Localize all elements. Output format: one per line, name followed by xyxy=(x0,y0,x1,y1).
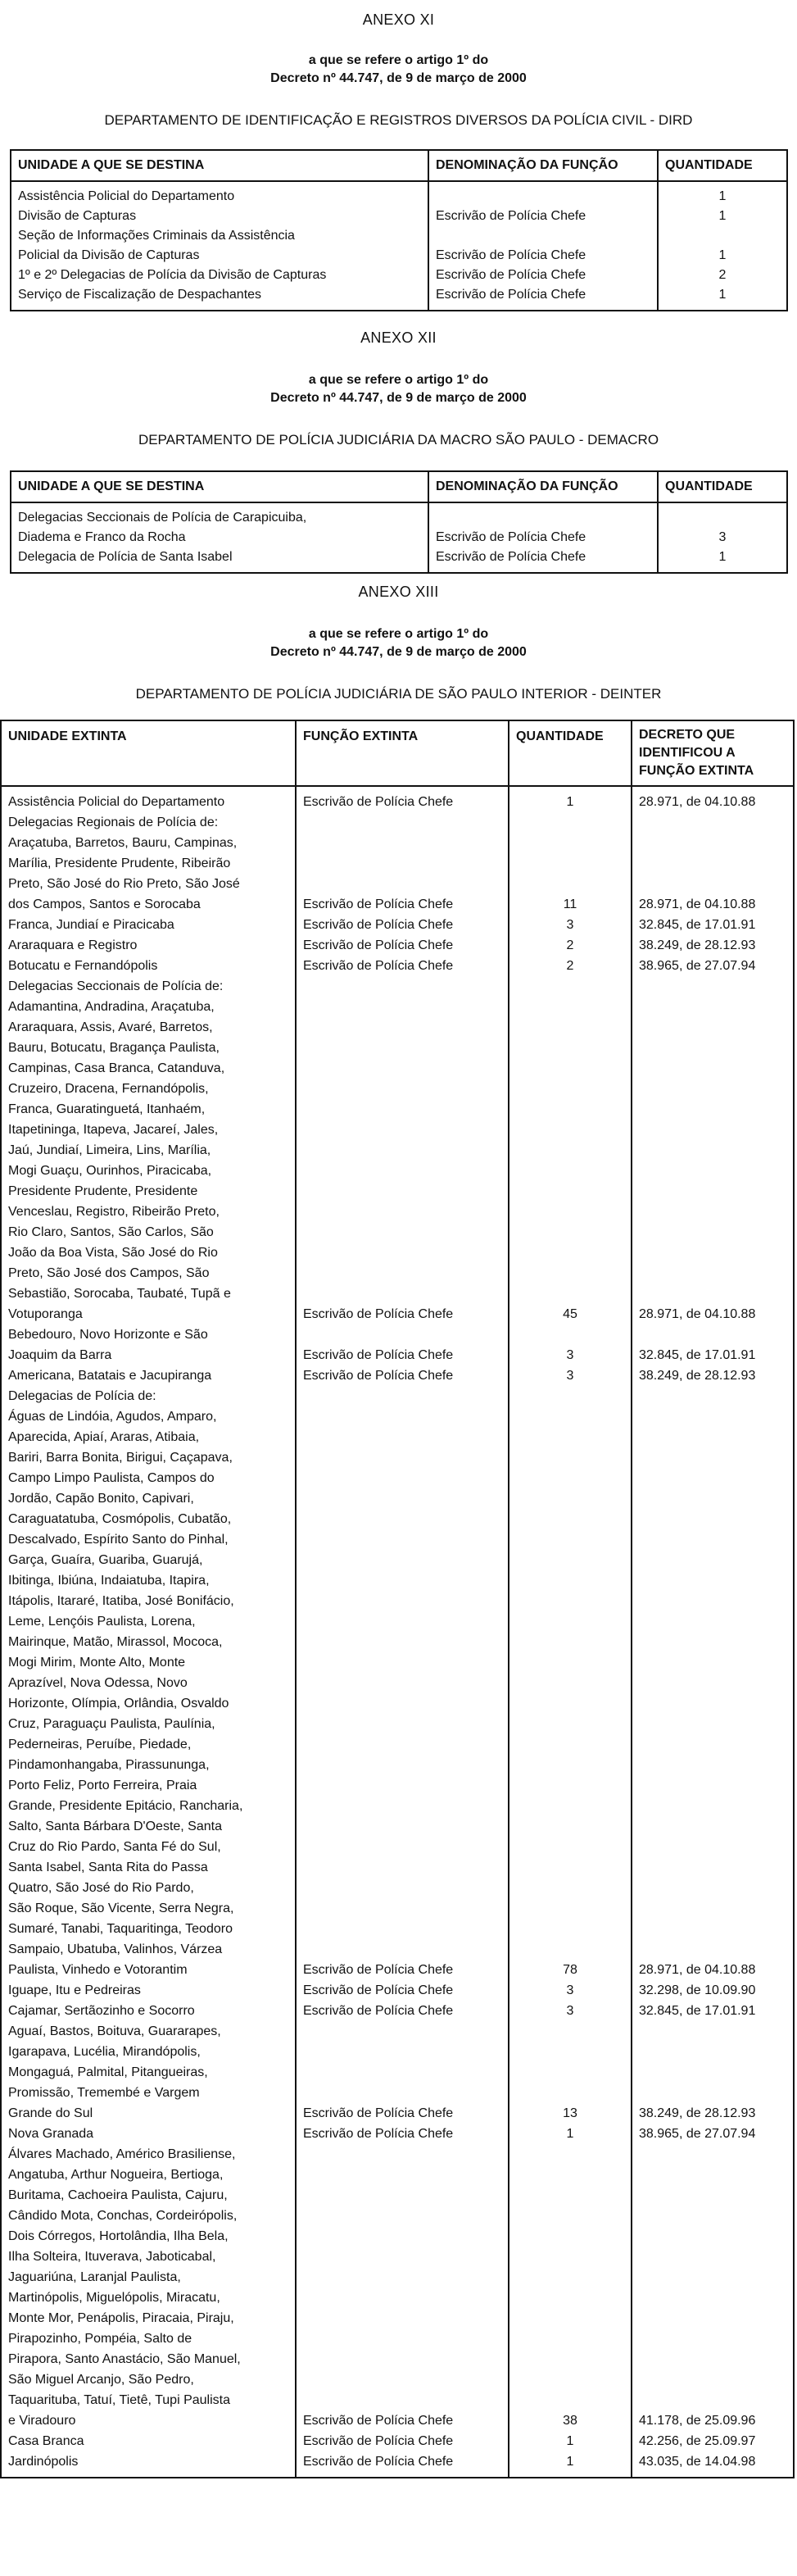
function-cell: Escrivão de Polícia Chefe xyxy=(296,915,509,935)
column-header: DECRETO QUE IDENTIFICOU A FUNÇÃO EXTINTA xyxy=(632,720,794,786)
decree-cell: 43.035, de 14.04.98 xyxy=(632,2451,794,2478)
unit-cell: Araraquara e Registro xyxy=(1,935,296,956)
column-header: UNIDADE A QUE SE DESTINA xyxy=(11,471,428,502)
column-header: QUANTIDADE xyxy=(658,471,787,502)
decree-line: Decreto nº 44.747, de 9 de março de 2000 xyxy=(270,645,527,659)
table-row xyxy=(11,502,787,547)
function-cell: Escrivão de Polícia Chefe xyxy=(296,2124,509,2144)
table-row xyxy=(1,786,794,812)
quantity-cell: 45 xyxy=(509,976,632,1324)
table-row xyxy=(11,266,787,285)
unit-cell: Aguaí, Bastos, Boituva, Guararapes, Igarapava, Lucélia, Mirandópolis, Mongaguá, Palmital, Pitangueiras, Promissão, Tremembé e Vargem Grande do Sul xyxy=(1,2021,296,2124)
annex-xi-table xyxy=(10,149,788,311)
unit-cell: Assistência Policial do Departamento xyxy=(1,786,296,812)
unit-cell: Botucatu e Fernandópolis xyxy=(1,956,296,976)
annex-title: ANEXO XII xyxy=(360,329,437,346)
function-cell: Escrivão de Polícia Chefe xyxy=(296,2431,509,2451)
decree-cell: 41.178, de 25.09.96 xyxy=(632,2144,794,2431)
annex-xii-header xyxy=(0,329,797,448)
column-header: FUNÇÃO EXTINTA xyxy=(296,720,509,786)
decree-cell: 32.845, de 17.01.91 xyxy=(632,915,794,935)
column-header: DENOMINAÇÃO DA FUNÇÃO xyxy=(428,150,658,181)
table-row xyxy=(1,812,794,915)
function-cell: Escrivão de Polícia Chefe xyxy=(296,935,509,956)
unit-cell: Delegacias Seccionais de Polícia de Carapicuiba, Diadema e Franco da Rocha xyxy=(11,502,428,547)
function-cell: Escrivão de Polícia Chefe xyxy=(296,1324,509,1365)
table-row xyxy=(1,956,794,976)
table-row xyxy=(1,2001,794,2021)
annex-reference xyxy=(0,52,797,88)
annex-title: ANEXO XI xyxy=(362,11,435,28)
function-cell: Escrivão de Polícia Chefe xyxy=(428,502,658,547)
column-header: QUANTIDADE xyxy=(658,150,787,181)
unit-cell: Delegacias Regionais de Polícia de: Araçatuba, Barretos, Bauru, Campinas, Marília, Presidente Prudente, Ribeirão Preto, São José do Rio Preto, São José dos Campos, Santos e Sorocaba xyxy=(1,812,296,915)
annex-xi-header xyxy=(0,11,797,129)
function-cell: Escrivão de Polícia Chefe xyxy=(296,956,509,976)
quantity-cell: 3 xyxy=(509,1365,632,1386)
function-cell: Escrivão de Polícia Chefe xyxy=(296,2144,509,2431)
unit-cell: Serviço de Fiscalização de Despachantes xyxy=(11,285,428,311)
decree-line: Decreto nº 44.747, de 9 de março de 2000 xyxy=(270,71,527,85)
table-row xyxy=(1,976,794,1324)
quantity-cell: 2 xyxy=(658,266,787,285)
unit-cell: Jardinópolis xyxy=(1,2451,296,2478)
quantity-cell: 1 xyxy=(658,285,787,311)
quantity-cell: 78 xyxy=(509,1386,632,1980)
department-title: DEPARTAMENTO DE POLÍCIA JUDICIÁRIA DE SÃO PAULO INTERIOR - DEINTER xyxy=(135,686,662,702)
quantity-cell: 38 xyxy=(509,2144,632,2431)
reference-line: a que se refere o artigo 1º do xyxy=(308,53,489,67)
department-title: DEPARTAMENTO DE POLÍCIA JUDICIÁRIA DA MACRO SÃO PAULO - DEMACRO xyxy=(138,432,659,448)
function-cell: Escrivão de Polícia Chefe xyxy=(296,786,509,812)
table-row xyxy=(1,1980,794,2001)
decree-cell: 32.845, de 17.01.91 xyxy=(632,1324,794,1365)
unit-cell: Delegacia de Polícia de Santa Isabel xyxy=(11,547,428,573)
annex-title: ANEXO XIII xyxy=(358,584,439,600)
table-row xyxy=(1,2431,794,2451)
column-header: UNIDADE EXTINTA xyxy=(1,720,296,786)
unit-cell: Assistência Policial do Departamento Divisão de Capturas xyxy=(11,181,428,226)
annex-reference xyxy=(0,625,797,661)
unit-cell: Cajamar, Sertãozinho e Socorro xyxy=(1,2001,296,2021)
quantity-cell: 1 xyxy=(658,226,787,266)
annex-xii-table xyxy=(10,470,788,574)
function-cell: Escrivão de Polícia Chefe xyxy=(296,976,509,1324)
quantity-cell: 3 xyxy=(658,502,787,547)
table-row xyxy=(11,226,787,266)
annex-xiii-header xyxy=(0,584,797,702)
quantity-cell: 2 xyxy=(509,956,632,976)
unit-cell: Álvares Machado, Américo Brasiliense, Angatuba, Arthur Nogueira, Bertioga, Buritama, Cachoeira Paulista, Cajuru, Cândido Mota, Conchas, Cordeirópolis, Dois Córregos, Hortolândia, Ilha Bela, Ilha Solteira, Ituverava, Jaboticabal, Jaguariúna, Laranjal Paulista, Martinópolis, Miguelópolis, Miracatu, Monte Mor, Penápolis, Piracaia, Piraju, Pirapozinho, Pompéia, Salto de Pirapora, Santo Anastácio, São Manuel, São Miguel Arcanjo, São Pedro, Taquarituba, Tatuí, Tietê, Tupi Paulista e Viradouro xyxy=(1,2144,296,2431)
quantity-cell: 1 1 xyxy=(658,181,787,226)
quantity-cell: 3 xyxy=(509,1324,632,1365)
unit-cell: Delegacias Seccionais de Polícia de: Adamantina, Andradina, Araçatuba, Araraquara, Assis, Avaré, Barretos, Bauru, Botucatu, Bragança Paulista, Campinas, Casa Branca, Catanduva, Cruzeiro, Dracena, Fernandópolis, Franca, Guaratinguetá, Itanhaém, Itapetininga, Itapeva, Jacareí, Jales, Jaú, Jundiaí, Limeira, Lins, Marília, Mogi Guaçu, Ourinhos, Piracicaba, Presidente Prudente, Presidente Venceslau, Registro, Ribeirão Preto, Rio Claro, Santos, São Carlos, São João da Boa Vista, São José do Rio Preto, São José dos Campos, São Sebastião, Sorocaba, Taubaté, Tupã e Votuporanga xyxy=(1,976,296,1324)
quantity-cell: 1 xyxy=(509,786,632,812)
decree-cell: 38.249, de 28.12.93 xyxy=(632,1365,794,1386)
quantity-cell: 11 xyxy=(509,812,632,915)
function-cell: Escrivão de Polícia Chefe xyxy=(296,1386,509,1980)
decree-cell: 38.965, de 27.07.94 xyxy=(632,956,794,976)
table-row xyxy=(1,1365,794,1386)
quantity-cell: 3 xyxy=(509,1980,632,2001)
annex-xiii-table xyxy=(0,720,795,2478)
table-row xyxy=(1,2021,794,2124)
decree-cell: 38.249, de 28.12.93 xyxy=(632,2021,794,2124)
function-cell: Escrivão de Polícia Chefe xyxy=(296,1365,509,1386)
table-row xyxy=(11,285,787,311)
function-cell: Escrivão de Polícia Chefe xyxy=(296,2451,509,2478)
table-row xyxy=(11,181,787,226)
unit-cell: Iguape, Itu e Pedreiras xyxy=(1,1980,296,2001)
unit-cell: 1º e 2º Delegacias de Polícia da Divisão de Capturas xyxy=(11,266,428,285)
decree-cell: 28.971, de 04.10.88 xyxy=(632,976,794,1324)
unit-cell: Seção de Informações Criminais da Assistência Policial da Divisão de Capturas xyxy=(11,226,428,266)
function-cell: Escrivão de Polícia Chefe xyxy=(296,2001,509,2021)
reference-line: a que se refere o artigo 1º do xyxy=(308,373,489,387)
function-cell: Escrivão de Polícia Chefe xyxy=(296,1980,509,2001)
function-cell: Escrivão de Polícia Chefe xyxy=(428,226,658,266)
annex-reference xyxy=(0,371,797,407)
column-header: DENOMINAÇÃO DA FUNÇÃO xyxy=(428,471,658,502)
table-row xyxy=(11,547,787,573)
unit-cell: Nova Granada xyxy=(1,2124,296,2144)
decree-cell: 28.971, de 04.10.88 xyxy=(632,812,794,915)
unit-cell: Bebedouro, Novo Horizonte e São Joaquim da Barra xyxy=(1,1324,296,1365)
decree-cell: 28.971, de 04.10.88 xyxy=(632,786,794,812)
quantity-cell: 1 xyxy=(509,2451,632,2478)
table-row xyxy=(1,1386,794,1980)
decree-cell: 38.965, de 27.07.94 xyxy=(632,2124,794,2144)
function-cell: Escrivão de Polícia Chefe xyxy=(296,2021,509,2124)
reference-line: a que se refere o artigo 1º do xyxy=(308,627,489,641)
department-title: DEPARTAMENTO DE IDENTIFICAÇÃO E REGISTROS DIVERSOS DA POLÍCIA CIVIL - DIRD xyxy=(104,112,693,128)
column-header: UNIDADE A QUE SE DESTINA xyxy=(11,150,428,181)
column-header: QUANTIDADE xyxy=(509,720,632,786)
quantity-cell: 3 xyxy=(509,2001,632,2021)
table-row xyxy=(1,1324,794,1365)
quantity-cell: 13 xyxy=(509,2021,632,2124)
decree-cell: 32.298, de 10.09.90 xyxy=(632,1980,794,2001)
unit-cell: Casa Branca xyxy=(1,2431,296,2451)
decree-cell: 28.971, de 04.10.88 xyxy=(632,1386,794,1980)
table-row xyxy=(1,935,794,956)
table-row xyxy=(1,2144,794,2431)
function-cell: Escrivão de Polícia Chefe xyxy=(428,266,658,285)
decree-cell: 32.845, de 17.01.91 xyxy=(632,2001,794,2021)
quantity-cell: 2 xyxy=(509,935,632,956)
quantity-cell: 1 xyxy=(509,2431,632,2451)
table-row xyxy=(1,915,794,935)
quantity-cell: 1 xyxy=(658,547,787,573)
decree-line: Decreto nº 44.747, de 9 de março de 2000 xyxy=(270,391,527,405)
function-cell: Escrivão de Polícia Chefe xyxy=(296,812,509,915)
quantity-cell: 1 xyxy=(509,2124,632,2144)
decree-cell: 42.256, de 25.09.97 xyxy=(632,2431,794,2451)
function-cell: Escrivão de Polícia Chefe xyxy=(428,181,658,226)
quantity-cell: 3 xyxy=(509,915,632,935)
unit-cell: Americana, Batatais e Jacupiranga xyxy=(1,1365,296,1386)
decree-cell: 38.249, de 28.12.93 xyxy=(632,935,794,956)
table-row xyxy=(1,2451,794,2478)
function-cell: Escrivão de Polícia Chefe xyxy=(428,547,658,573)
table-row xyxy=(1,2124,794,2144)
unit-cell: Delegacias de Polícia de: Águas de Lindóia, Agudos, Amparo, Aparecida, Apiaí, Araras, Atibaia, Bariri, Barra Bonita, Birigui, Caçapava, Campo Limpo Paulista, Campos do Jordão, Capão Bonito, Capivari, Caraguatatuba, Cosmópolis, Cubatão, Descalvado, Espírito Santo do Pinhal, Garça, Guaíra, Guariba, Guarujá, Ibitinga, Ibiúna, Indaiatuba, Itapira, Itápolis, Itararé, Itatiba, José Bonifácio, Leme, Lençóis Paulista, Lorena, Mairinque, Matão, Mirassol, Mococa, Mogi Mirim, Monte Alto, Monte Aprazível, Nova Odessa, Novo Horizonte, Olímpia, Orlândia, Osvaldo Cruz, Paraguaçu Paulista, Paulínia, Pederneiras, Peruíbe, Piedade, Pindamonhangaba, Pirassununga, Porto Feliz, Porto Ferreira, Praia Grande, Presidente Epitácio, Rancharia, Salto, Santa Bárbara D'Oeste, Santa Cruz do Rio Pardo, Santa Fé do Sul, Santa Isabel, Santa Rita do Passa Quatro, São José do Rio Pardo, São Roque, São Vicente, Serra Negra, Sumaré, Tanabi, Taquaritinga, Teodoro Sampaio, Ubatuba, Valinhos, Várzea Paulista, Vinhedo e Votorantim xyxy=(1,1386,296,1980)
function-cell: Escrivão de Polícia Chefe xyxy=(428,285,658,311)
unit-cell: Franca, Jundiaí e Piracicaba xyxy=(1,915,296,935)
